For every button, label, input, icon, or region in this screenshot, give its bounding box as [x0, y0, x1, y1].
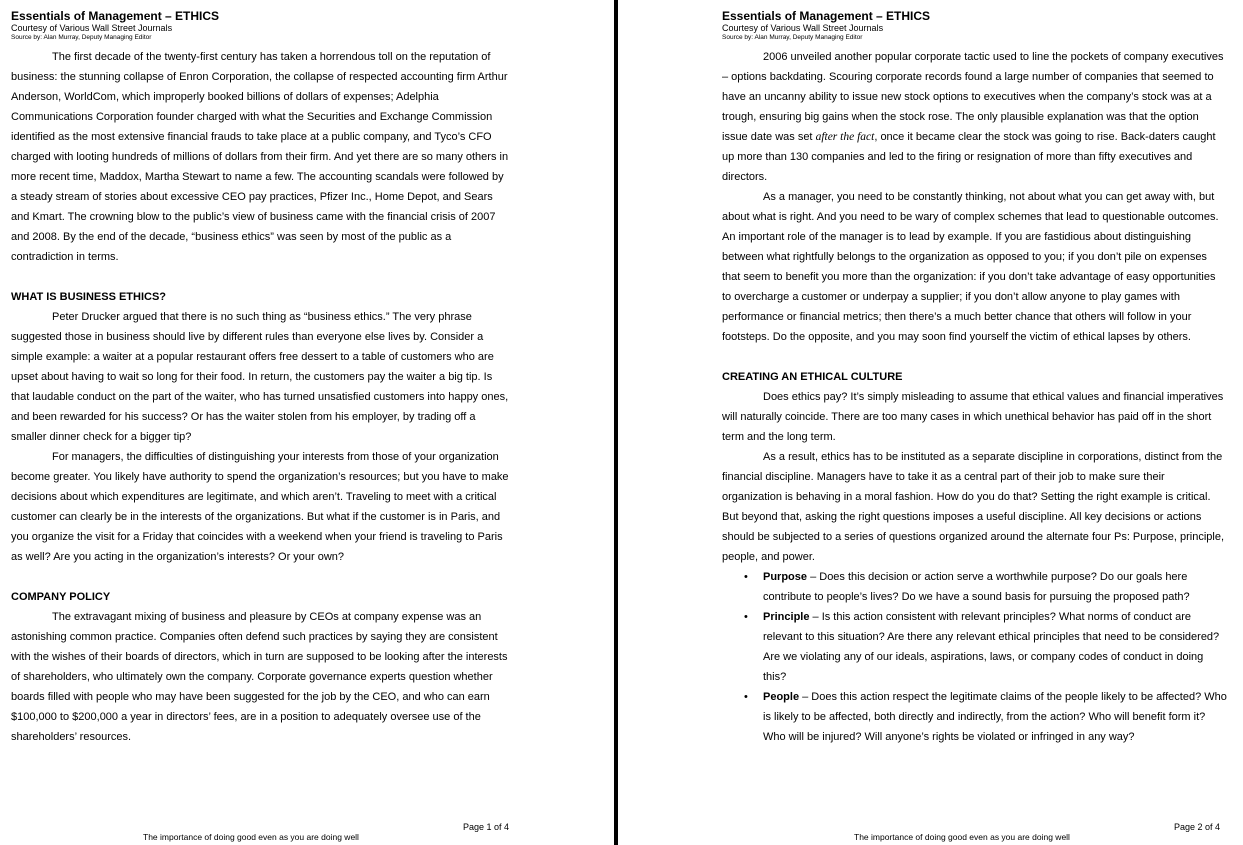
page-1-content [11, 9, 511, 747]
separate-discipline-paragraph: As a result, ethics has to be instituted as a separate discipline in corporations, distinct from the financial discipline. Managers have to take it as a central part of their job to make sure their organization is behaving in a moral fashion. How do you do that? Setting the right example is critical. But beyond that, asking the right questions imposes a useful discipline. All key decisions or actions should be subjected to a series of questions organized around the alternate four Ps: Purpose, principle, people, and power. [722, 451, 1225, 563]
company-policy-paragraph: The extravagant mixing of business and pleasure by CEOs at company expense was an astonishing common practice. Companies often defend such practices by saying they are consistent with the wishes of their boards of directors, which in turn are supposed to be looking after the interests of shareholders, who ultimately own the company. Corporate governance experts question whether boards filled with people who may have been suggested for the job by the CEO, and who can earn $100,000 to $200,000 a year in directors’ fees, are in a position to adequately oversee use of the shareholders’ resources. [11, 611, 508, 743]
manager-example-paragraph: As a manager, you need to be constantly thinking, not about what you can get away with, but about what is right. And you need to be wary of complex schemes that lead to questionable outcomes. An important role of the manager is to lead by example. If you are fastidious about distinguishing between what rightfully belongs to the organization as opposed to you; if you don’t pile on expenses that seem to benefit you more than the organization: if you don’t take advantage of easy opportunities to overcharge a customer or underpay a supplier; if you don’t allow anyone to play games with performance or financial metrics; then there’s a much better chance that others will follow in your footsteps. Do the opposite, and you may soon find yourself the victim of ethical lapses by others. [722, 191, 1219, 343]
list-term: Purpose [763, 571, 808, 583]
bullet-glyph: • [744, 571, 748, 583]
document-title: Essentials of Management – ETHICS [722, 9, 931, 23]
business-ethics-paragraph-1: Peter Drucker argued that there is no such thing as “business ethics.” The very phrase suggested those in business should live by different rules than everyone else lives by. Consider a simple example: a waiter at a popular restaurant offers free dessert to a table of customers who are upset about having to wait so long for their food. In return, the customers pay the waiter a big tip. Is that laudable conduct on the part of the waiter, who has turned unsatisfied customers into happy ones, and been rewarded for his success? Or has the waiter stolen from his employer, by trading off a smaller dinner check for a bigger tip? [11, 311, 509, 443]
page-footer: The importance of doing good even as you are doing well [143, 832, 359, 842]
list-item-people [744, 687, 1227, 747]
document-source: Source by: Alan Murray, Deputy Managing Editor [722, 34, 863, 41]
list-item-principle [744, 607, 1227, 687]
bullet-glyph: • [744, 611, 748, 623]
document-page-2 [618, 0, 1243, 845]
list-term: Principle [763, 611, 810, 623]
section-heading-business-ethics: WHAT IS BUSINESS ETHICS? [11, 291, 167, 303]
document-title: Essentials of Management – ETHICS [11, 9, 220, 23]
list-item-purpose [744, 567, 1227, 607]
list-term: People [763, 691, 800, 703]
business-ethics-paragraph-2: For managers, the difficulties of distinguishing your interests from those of your organization become greater. You likely have authority to spend the organization’s resources; but you have to make decisions about which expenditures are legitimate, and which aren’t. Traveling to meet with a critical customer can clearly be in the interests of the organizations. But what if the customer is in Paris, and you organize the visit for a Friday that coincides with a weekend when your friend is traveling to Paris as well? Are you acting in the organization’s interests? Or your own? [11, 451, 509, 563]
list-text: – Does this action respect the legitimate claims of the people likely to be affected? Who is likely to be affected, both directly and indirectly, from the action? Who will benefit form it? Who will be injured? Will anyone’s rights be violated or infringed in any way? [763, 691, 1227, 743]
page-number: Page 2 of 4 [1174, 822, 1221, 832]
page-number: Page 1 of 4 [463, 822, 510, 832]
backdating-paragraph [722, 47, 1227, 187]
backdating-text-start: 2006 unveiled another popular corporate tactic used to line the pockets of company executives – options backdating. Scouring corporate records found a large number of companies that seemed to have an uncanny ability to issue new stock options to executives when the company’s stock was at a trough, ensuring big gains when the stock rose. The only plausible explanation was that the option issue date was set [722, 51, 1224, 143]
document-source: Source by: Alan Murray, Deputy Managing Editor [11, 34, 152, 41]
four-ps-list [722, 567, 1227, 747]
page-footer: The importance of doing good even as you are doing well [854, 832, 1070, 842]
page-2-content [722, 9, 1227, 747]
document-page-1 [0, 0, 614, 845]
list-text: – Does this decision or action serve a worthwhile purpose? Do our goals here contribute to people’s lives? Do we have a sound basis for pursuing the proposed path? [763, 571, 1190, 603]
ethics-pay-paragraph: Does ethics pay? It’s simply misleading to assume that ethical values and financial imperatives will naturally coincide. There are too many cases in which unethical behavior has paid off in the short term and the long term. [722, 391, 1224, 443]
list-text: – Is this action consistent with relevant principles? What norms of conduct are relevant to this situation? Are there any relevant ethical principles that need to be considered? Are we violating any of our ideals, aspirations, laws, or company codes of conduct in doing this? [763, 611, 1220, 683]
after-the-fact-emphasis: after the fact [815, 131, 875, 143]
document-courtesy: Courtesy of Various Wall Street Journals [722, 23, 884, 33]
intro-paragraph: The first decade of the twenty-first century has taken a horrendous toll on the reputation of business: the stunning collapse of Enron Corporation, the collapse of respected accounting firm Arthur Anderson, WorldCom, which improperly booked billions of dollars of expenses; Adelphia Communications Corporation founder charged with what the Securities and Exchange Commission identified as the most extensive financial frauds to take place at a public company, and Tyco’s CFO charged with looting hundreds of millions of dollars from their firm. And yet there are so many others in more recent time, Maddox, Martha Stewart to name a few. The accounting scandals were followed by a steady stream of stories about excessive CEO pay practices, Pfizer Inc., Home Depot, and Sears and Kmart. The crowning blow to the public’s view of business came with the financial crisis of 2007 and 2008. By the end of the decade, “business ethics” was seen by most of the public as a contradiction in terms. [11, 51, 509, 263]
backdating-text-end: , once it became clear the stock was going to rise. Back-daters caught up more than 130 companies and led to the firing or resignation of more than fifty executives and directors. [722, 131, 1216, 183]
section-heading-ethical-culture: CREATING AN ETHICAL CULTURE [722, 371, 903, 383]
bullet-glyph: • [744, 691, 748, 703]
section-heading-company-policy: COMPANY POLICY [11, 591, 111, 603]
document-courtesy: Courtesy of Various Wall Street Journals [11, 23, 173, 33]
